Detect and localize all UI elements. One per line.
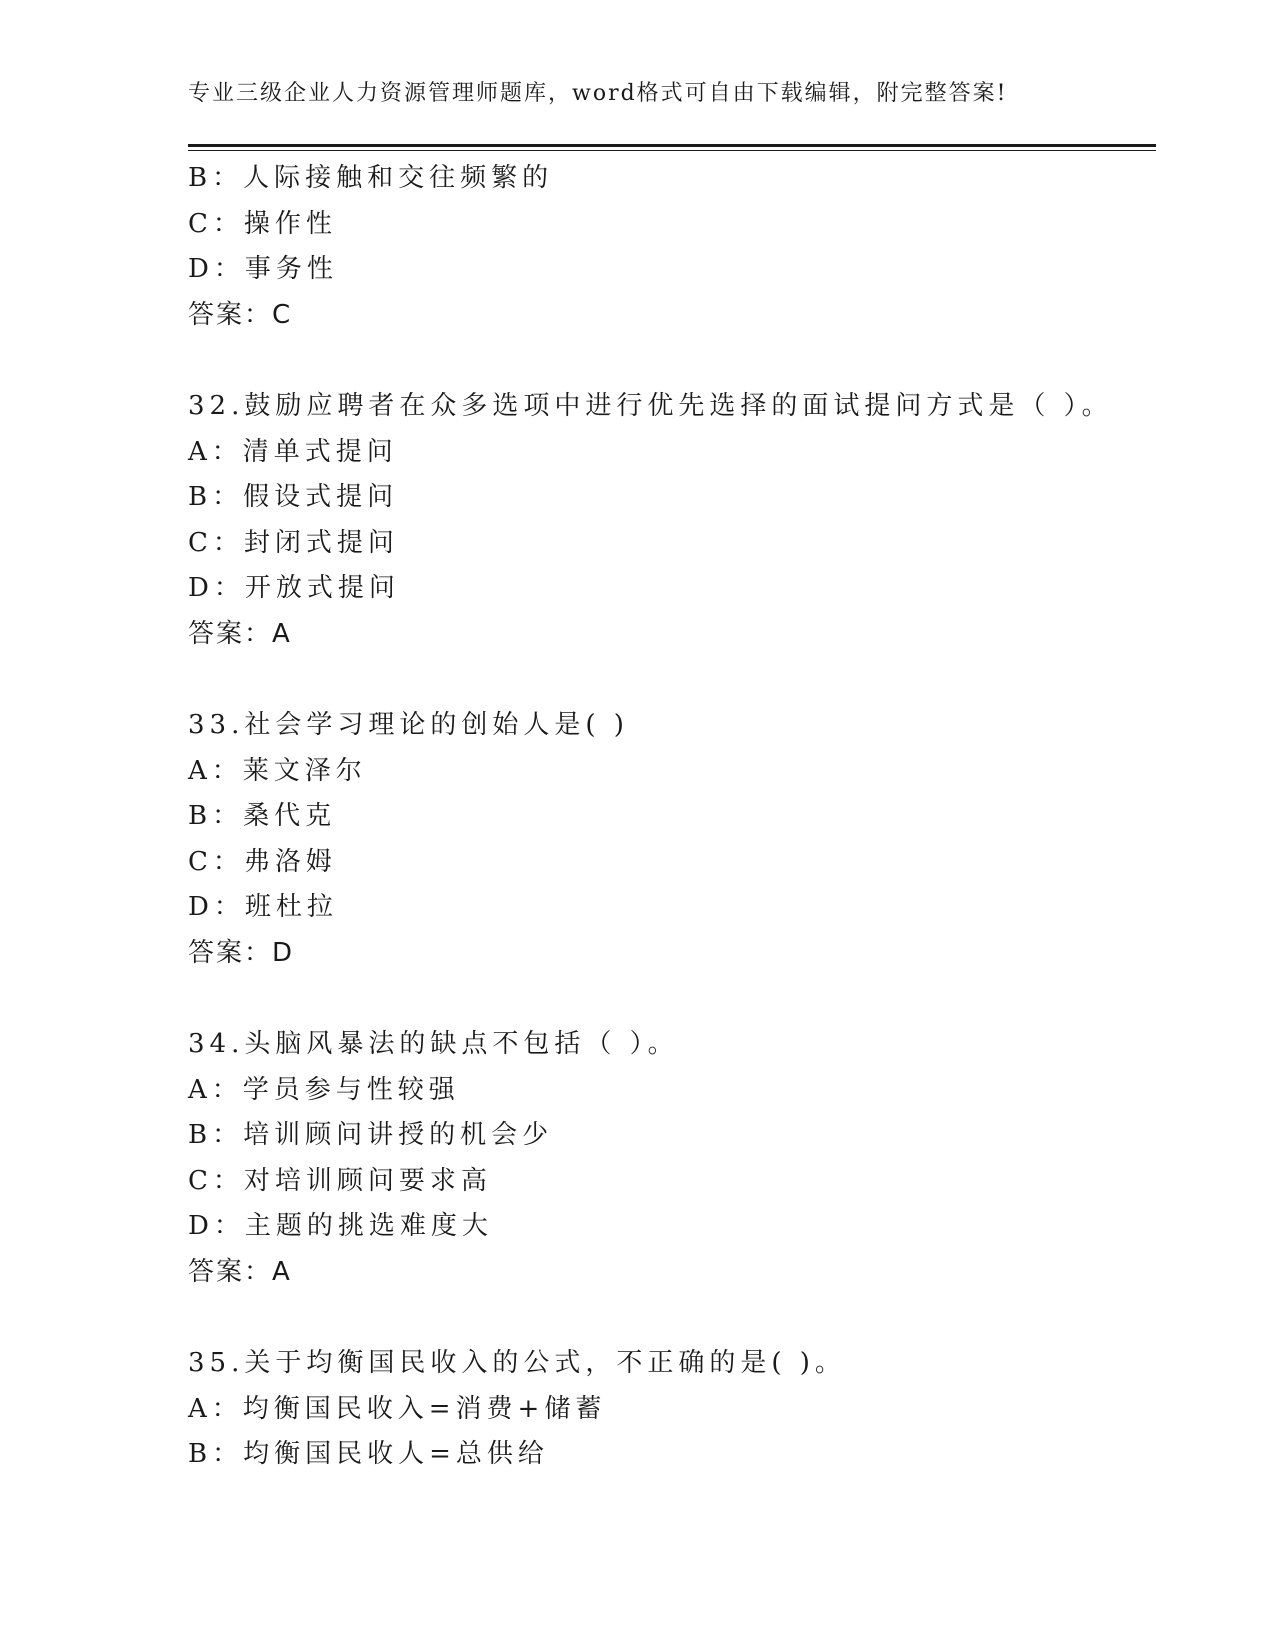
- option-c: C：操作性: [188, 208, 337, 239]
- option-c: C：弗洛姆: [188, 846, 337, 877]
- question-32: [188, 384, 1156, 657]
- option-d: D：主题的挑选难度大: [188, 1211, 493, 1241]
- option-d: D：事务性: [188, 254, 338, 284]
- option-c: C：对培训顾问要求高: [188, 1165, 492, 1196]
- question-spacer: [188, 657, 1156, 703]
- answer-line: 答案：C: [188, 299, 293, 330]
- question-stem: 33.社会学习理论的创始人是( ): [188, 710, 629, 740]
- question-stem: 34.头脑风暴法的缺点不包括（ ）。: [188, 1029, 679, 1059]
- question-spacer: [188, 1295, 1156, 1341]
- question-34: [188, 1022, 1156, 1295]
- option-d: D：开放式提问: [188, 573, 400, 603]
- header-rule-thick: [188, 144, 1156, 147]
- header-rule-thin: [188, 150, 1156, 151]
- question-spacer: [188, 338, 1156, 384]
- question-stem: 35.关于均衡国民收入的公式，不正确的是( )。: [188, 1348, 846, 1378]
- page-header: 专业三级企业人力资源管理师题库，word格式可自由下载编辑，附完整答案!: [188, 81, 1008, 106]
- question-stem: 32.鼓励应聘者在众多选项中进行优先选择的面试提问方式是（ ）。: [188, 391, 1113, 421]
- option-a: A：莱文泽尔: [188, 755, 367, 786]
- question-spacer: [188, 976, 1156, 1022]
- option-b: B：均衡国民收人=总供给: [188, 1439, 549, 1469]
- answer-line: 答案：A: [188, 618, 292, 649]
- question-35: [188, 1341, 1156, 1478]
- option-b: B：人际接触和交往频繁的: [188, 163, 554, 193]
- answer-line: 答案：D: [188, 937, 295, 968]
- question-list: [188, 156, 1156, 1478]
- answer-line: 答案：A: [188, 1256, 292, 1287]
- option-b: B：桑代克: [188, 801, 337, 831]
- option-b: B：培训顾问讲授的机会少: [188, 1120, 554, 1150]
- option-d: D：班杜拉: [188, 892, 338, 922]
- question-33: [188, 703, 1156, 976]
- option-b: B：假设式提问: [188, 482, 399, 512]
- option-a: A：清单式提问: [188, 436, 398, 467]
- option-c: C：封闭式提问: [188, 527, 399, 558]
- carryover-block: [188, 156, 1156, 338]
- option-a: A：均衡国民收入=消费+储蓄: [188, 1393, 607, 1424]
- option-a: A：学员参与性较强: [188, 1074, 460, 1105]
